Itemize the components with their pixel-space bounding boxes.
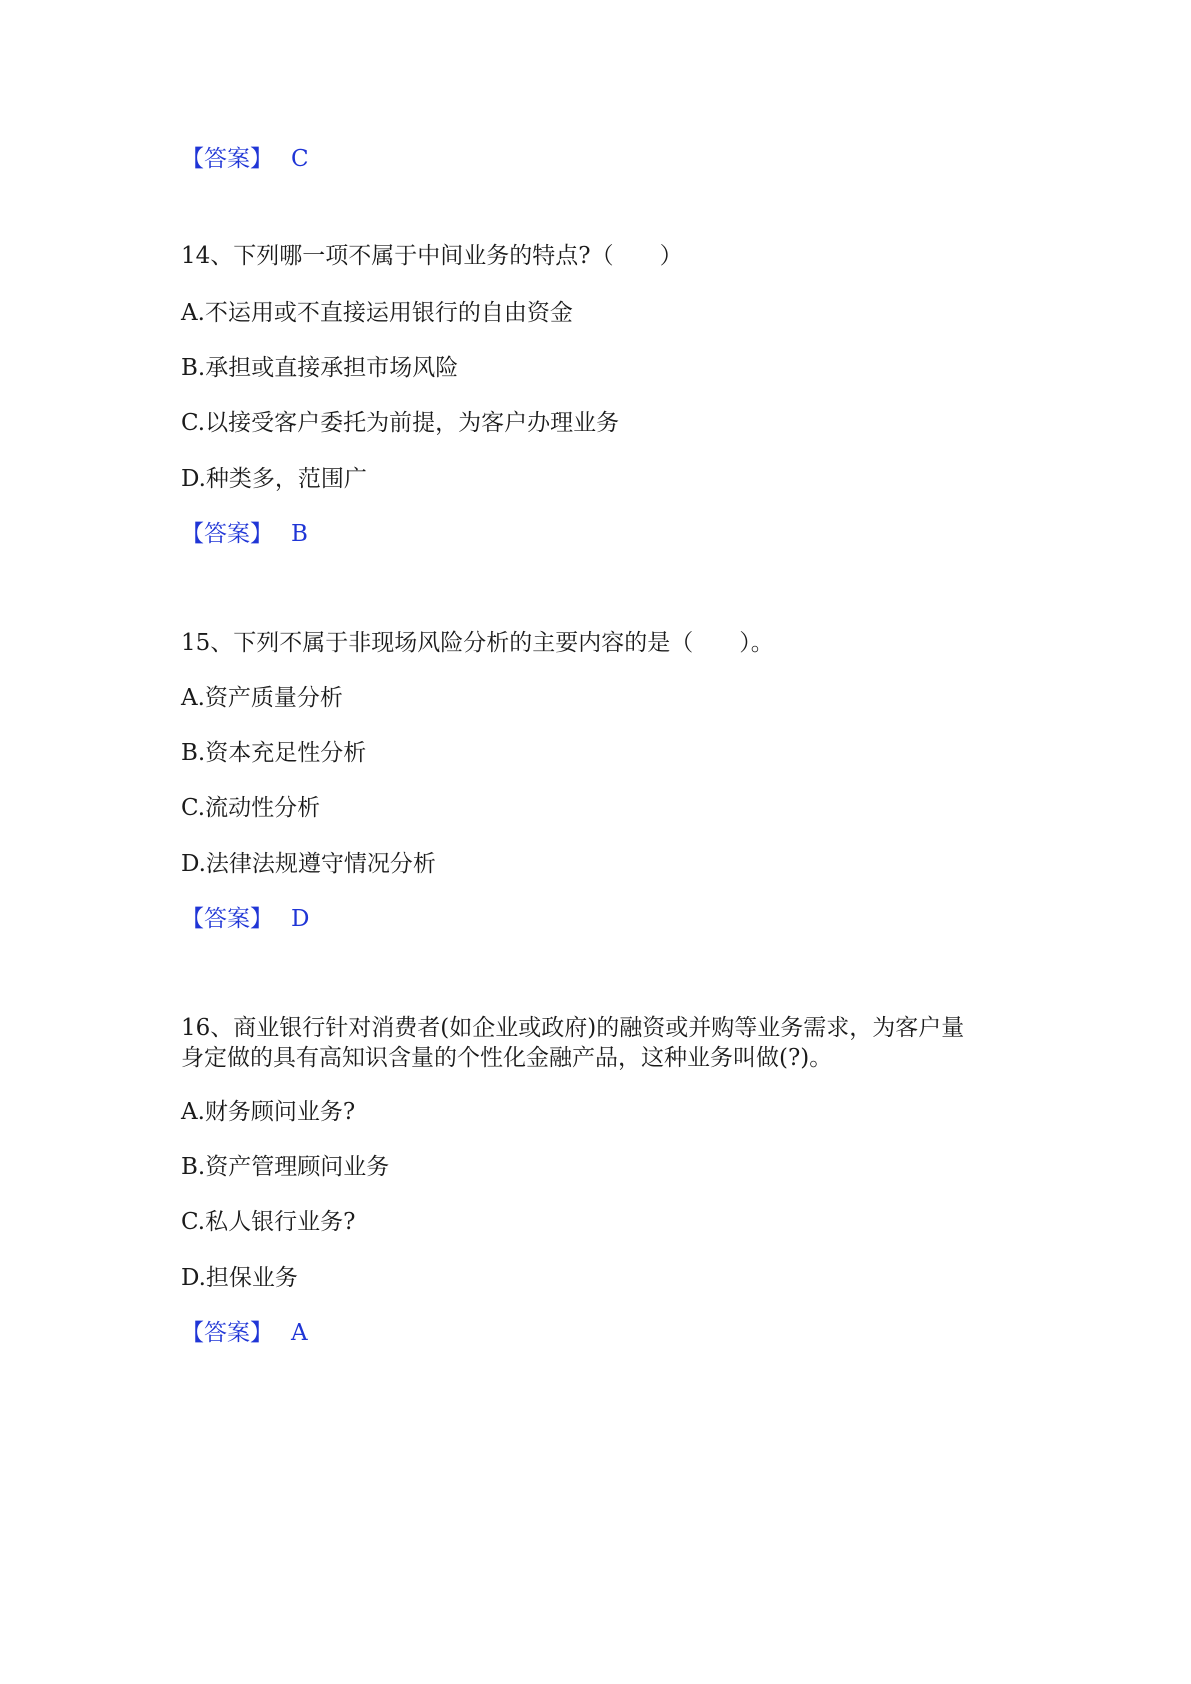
question-14-option-c: C.以接受客户委托为前提，为客户办理业务	[181, 410, 620, 436]
answer-value: C	[291, 146, 309, 172]
answer-line-14	[181, 519, 308, 549]
answer-value: A	[291, 1320, 308, 1346]
question-14-option-a: A.不运用或不直接运用银行的自由资金	[181, 300, 573, 326]
question-16-stem-line-2: 身定做的具有高知识含量的个性化金融产品，这种业务叫做(?)。	[181, 1045, 833, 1071]
question-15-option-c: C.流动性分析	[181, 795, 321, 821]
question-15-option-b: B.资本充足性分析	[181, 740, 367, 766]
answer-value: D	[291, 906, 310, 932]
answer-line-15	[181, 904, 309, 934]
answer-value: B	[291, 521, 308, 547]
question-14-stem: 14、下列哪一项不属于中间业务的特点?（ ）	[181, 243, 683, 269]
question-15-option-a: A.资产质量分析	[181, 685, 343, 711]
answer-label: 【答案】	[181, 146, 273, 172]
question-15-option-d: D.法律法规遵守情况分析	[181, 851, 436, 877]
question-16-stem-line-1: 16、商业银行针对消费者(如企业或政府)的融资或并购等业务需求，为客户量	[181, 1015, 965, 1041]
question-16-option-a: A.财务顾问业务?	[181, 1099, 356, 1125]
question-14-option-d: D.种类多，范围广	[181, 466, 367, 492]
answer-label: 【答案】	[181, 906, 273, 932]
question-14-option-b: B.承担或直接承担市场风险	[181, 355, 459, 381]
answer-line-16	[181, 1318, 308, 1348]
answer-label: 【答案】	[181, 521, 273, 547]
answer-label: 【答案】	[181, 1320, 273, 1346]
question-15-stem: 15、下列不属于非现场风险分析的主要内容的是（ ）。	[181, 630, 774, 656]
question-16-option-c: C.私人银行业务?	[181, 1209, 356, 1235]
answer-line-13	[181, 144, 309, 174]
question-16-option-d: D.担保业务	[181, 1265, 298, 1291]
question-16-option-b: B.资产管理顾问业务	[181, 1154, 390, 1180]
